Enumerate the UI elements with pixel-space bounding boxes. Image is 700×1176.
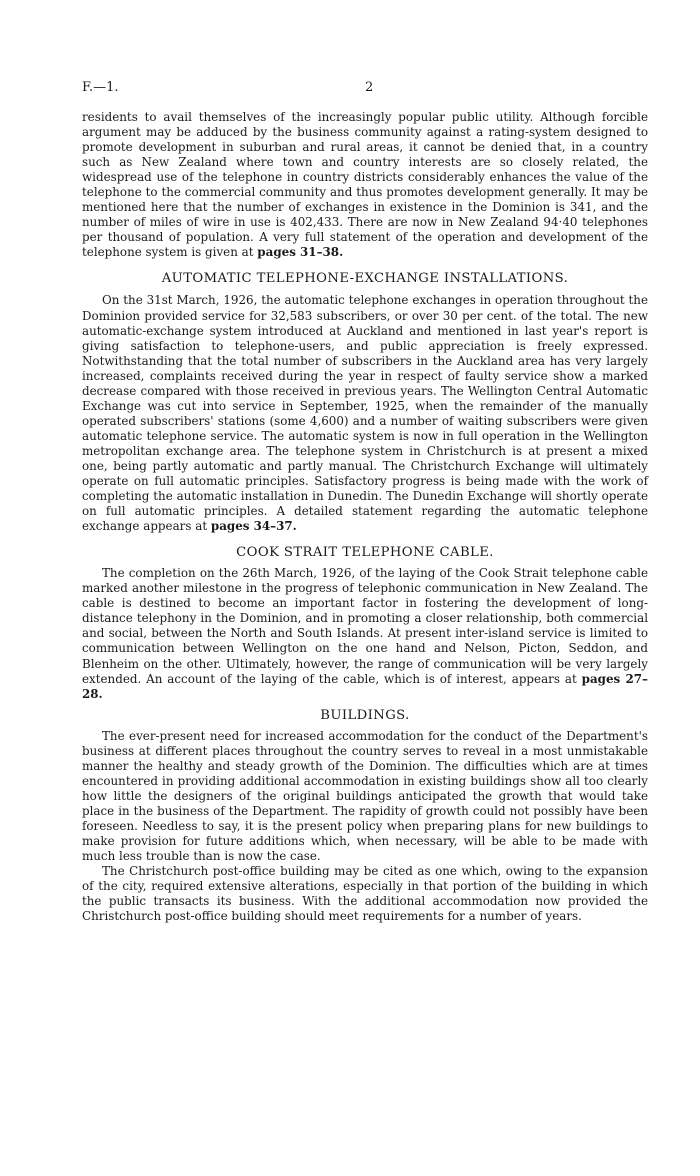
document-page — [82, 80, 648, 924]
cook-strait-pages-ref: pages 27–28. — [82, 671, 648, 701]
buildings-paragraph-1: The ever-present need for increased accommodation for the conduct of the Department's business at different places throughout the country serves to reveal in a most unmistakable manner the healthy and steady growth of the Dominion. The difficulties which are at times encountered in providing additional accommodation in existing buildings show all too clearly how little the designers of the original buildings anticipated the growth that would take place in the business of the Department. The rapidity of growth could not possibly have been foreseen. Needless to say, it is the present policy when preparing plans for new buildings to make provision for future additions which, when necessary, will be able to be made with much less trouble than is now the case. — [82, 728, 648, 864]
intro-paragraph — [82, 110, 648, 260]
page-header — [82, 80, 648, 100]
buildings-paragraph-2: The Christchurch post-office building may be cited as one which, owing to the expansion of the city, required extensive alterations, especially in that portion of the building in which the public transacts its business. With the additional accommodation now provided the Christchurch post-office building should meet requirements for a number of years. — [82, 864, 648, 924]
document-reference: F.—1. — [82, 80, 119, 95]
buildings-heading: BUILDINGS. — [320, 707, 410, 723]
automatic-exchange-heading: AUTOMATIC TELEPHONE-EXCHANGE INSTALLATIONS. — [161, 271, 569, 287]
intro-pages-ref: pages 31–38. — [257, 245, 344, 260]
automatic-pages-ref: pages 34–37. — [210, 519, 297, 534]
intro-text: residents to avail themselves of the increasingly popular public utility. Although forcible argument may be adduced by the business community against a rating-system designed to promote development in suburban and rural areas, it cannot be denied that, in a country such as New Zealand where town and country interests are so closely related, the widespread use of the telephone in country districts considerably enhances the value of the telephone to the commercial community and thus promotes development generally. It may be mentioned here that the number of exchanges in existence in the Dominion is 341, and the number of miles of wire in use is 402,433. There are now in New Zealand 94·40 telephones per thousand of population. A very full statement of the operation and development of the telephone system is given at — [82, 110, 648, 260]
cook-strait-heading: COOK STRAIT TELEPHONE CABLE. — [236, 545, 494, 561]
cook-strait-paragraph — [82, 566, 648, 701]
automatic-exchange-paragraph — [82, 293, 648, 534]
page-number: 2 — [365, 80, 374, 95]
automatic-exchange-text: On the 31st March, 1926, the automatic telephone exchanges in operation throughout the Dominion provided service for 32,583 subscribers, or over 30 per cent. of the total. The new automatic-exchange system introduced at Auckland and mentioned in last year's report is giving satisfaction to telephone-users, and public appreciation is freely expressed. Notwithstanding that the total number of subscribers in the Auckland area has very largely increased, complaints received during the year in respect of faulty service show a marked decrease compared with those received in previous years. The Wellington Central Automatic Exchange was cut into service in September, 1925, when the remainder of the manually operated subscribers' stations (some 4,600) and a number of waiting subscribers were given automatic telephone service. The automatic system is now in full operation in the Wellington metropolitan exchange area. The telephone system in Christchurch is at present a mixed one, being partly automatic and partly manual. The Christchurch Exchange will ultimately operate on full automatic principles. Satisfactory progress is being made with the work of completing the automatic installation in Dunedin. The Dunedin Exchange will shortly operate on full automatic principles. A detailed statement regarding the automatic telephone exchange appears at — [82, 293, 648, 534]
cook-strait-text: The completion on the 26th March, 1926, of the laying of the Cook Strait telephone cable marked another milestone in the progress of telephonic communication in New Zealand. The cable is destined to become an important factor in fostering the development of long-distance telephony in the Dominion, and in promoting a closer relationship, both commercial and social, between the North and South Islands. At present inter-island service is limited to communication between Wellington on the one hand and Nelson, Picton, Seddon, and Blenheim on the other. Ultimately, however, the range of communication will be very largely extended. An account of the laying of the cable, which is of interest, appears at — [82, 566, 648, 686]
